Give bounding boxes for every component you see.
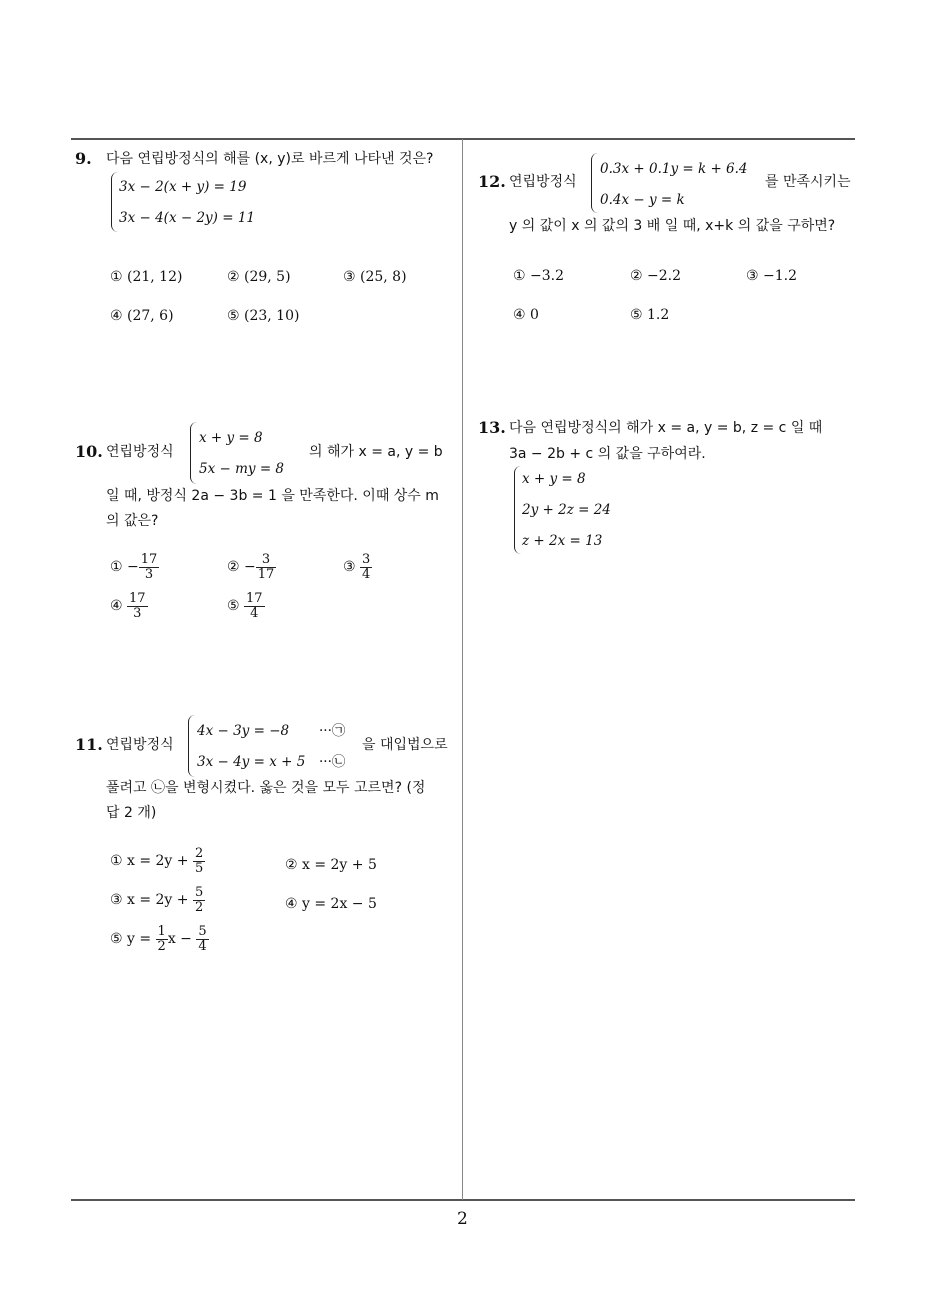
fraction <box>193 886 205 914</box>
question-lead: 연립방정식 <box>106 737 174 753</box>
equation-2: 2y + 2z = 24 <box>522 502 611 518</box>
question-text: 3a − 2b + c 의 값을 구하여라. <box>509 446 706 462</box>
choice-text: x − <box>167 931 192 948</box>
equation-brace <box>591 153 598 213</box>
question-text: y 의 값이 x 의 값의 3 배 일 때, x+k 의 값을 구하면? <box>509 218 836 234</box>
question-text: 다음 연립방정식의 해가 x = a, y = b, z = c 일 때 <box>509 420 823 436</box>
choice-2[interactable] <box>227 553 276 581</box>
choice-1[interactable] <box>110 553 159 581</box>
equation-brace <box>514 466 521 554</box>
denominator: 5 <box>194 860 204 876</box>
choice-5[interactable] <box>110 925 209 953</box>
bottom-rule <box>71 1199 855 1201</box>
numerator: 17 <box>246 591 263 606</box>
choice-mark: ⑤ <box>227 598 240 615</box>
column-divider <box>462 139 463 1200</box>
fraction <box>244 592 265 620</box>
page-number: 2 <box>457 1209 468 1229</box>
denominator: 2 <box>157 938 166 954</box>
equation-3: z + 2x = 13 <box>522 533 603 549</box>
numerator: 5 <box>194 885 204 900</box>
question-number: 10. <box>75 442 103 461</box>
denominator: 3 <box>144 566 154 582</box>
fraction <box>360 553 372 581</box>
equation-brace <box>188 715 195 777</box>
choice-text: ⑤ y = <box>110 931 152 948</box>
question-number: 11. <box>75 735 103 754</box>
choice-1[interactable]: ① −3.2 <box>513 268 564 284</box>
equation-2: 5x − my = 8 <box>199 461 285 477</box>
equation-2: 0.4x − y = k <box>600 192 685 208</box>
equation-2: 3x − 4y = x + 5 <box>197 754 306 770</box>
equation-2: 3x − 4(x − 2y) = 11 <box>119 210 256 226</box>
choice-mark: ③ <box>343 559 356 576</box>
question-text: 풀려고 ㉡을 변형시켰다. 옳은 것을 모두 고르면? (정 <box>106 780 426 796</box>
question-text: 일 때, 방정식 2a − 3b = 1 을 만족한다. 이때 상수 m <box>106 488 439 504</box>
fraction <box>193 847 205 875</box>
choice-2[interactable]: ② x = 2y + 5 <box>285 857 377 873</box>
fraction <box>196 925 208 953</box>
equation-1-tag: ···㉠ <box>319 723 346 739</box>
equation-1: 0.3x + 0.1y = k + 6.4 <box>600 161 748 177</box>
fraction <box>139 553 160 581</box>
numerator: 1 <box>157 924 166 939</box>
choice-4[interactable] <box>110 592 148 620</box>
choice-mark: ② <box>227 559 240 576</box>
equation-brace <box>190 422 197 484</box>
choice-sign: − <box>127 559 139 576</box>
numerator: 17 <box>129 591 146 606</box>
choice-4[interactable]: ④ y = 2x − 5 <box>285 896 377 912</box>
denominator: 4 <box>362 566 371 582</box>
denominator: 17 <box>257 566 275 582</box>
denominator: 4 <box>198 938 207 954</box>
question-stem: 다음 연립방정식의 해를 (x, y)로 바르게 나타낸 것은? <box>106 151 434 167</box>
question-text: 의 값은? <box>106 513 159 529</box>
choice-text: ③ x = 2y + <box>110 892 189 909</box>
choice-3[interactable]: ③ (25, 8) <box>343 269 407 285</box>
top-rule <box>71 138 855 140</box>
choice-text: ① x = 2y + <box>110 853 189 870</box>
choice-5[interactable]: ⑤ (23, 10) <box>227 308 300 324</box>
equation-1: x + y = 8 <box>522 471 586 487</box>
question-text: 를 만족시키는 <box>765 174 851 190</box>
fraction <box>156 925 168 953</box>
choice-1[interactable]: ① (21, 12) <box>110 269 183 285</box>
choice-5[interactable]: ⑤ 1.2 <box>630 307 670 323</box>
question-text: 의 해가 x = a, y = b <box>309 444 443 460</box>
question-number: 13. <box>478 418 506 437</box>
numerator: 5 <box>198 924 207 939</box>
choice-1[interactable] <box>110 847 205 875</box>
choice-3[interactable] <box>343 553 372 581</box>
fraction <box>256 553 277 581</box>
question-number: 12. <box>478 172 506 191</box>
numerator: 3 <box>362 552 371 567</box>
choice-sign: − <box>244 559 256 576</box>
fraction <box>127 592 148 620</box>
denominator: 2 <box>194 899 204 915</box>
equation-1: x + y = 8 <box>199 430 263 446</box>
question-lead: 연립방정식 <box>106 444 174 460</box>
choice-mark: ① <box>110 559 123 576</box>
choice-mark: ④ <box>110 598 123 615</box>
choice-2[interactable]: ② −2.2 <box>630 268 681 284</box>
equation-1: 3x − 2(x + y) = 19 <box>119 179 247 195</box>
equation-1: 4x − 3y = −8 <box>197 723 290 739</box>
equation-2-tag: ···㉡ <box>319 754 346 770</box>
numerator: 17 <box>140 552 158 567</box>
choice-2[interactable]: ② (29, 5) <box>227 269 291 285</box>
numerator: 3 <box>256 553 277 568</box>
question-text: 을 대입법으로 <box>362 737 448 753</box>
question-number: 9. <box>75 149 92 168</box>
choice-4[interactable]: ④ 0 <box>513 307 539 323</box>
denominator: 3 <box>133 605 142 621</box>
denominator: 4 <box>250 605 259 621</box>
question-text: 답 2 개) <box>106 805 157 821</box>
choice-4[interactable]: ④ (27, 6) <box>110 308 174 324</box>
choice-3[interactable]: ③ −1.2 <box>746 268 797 284</box>
numerator: 2 <box>194 846 204 861</box>
choice-5[interactable] <box>227 592 265 620</box>
question-lead: 연립방정식 <box>509 174 577 190</box>
choice-3[interactable] <box>110 886 205 914</box>
equation-brace <box>111 172 118 232</box>
